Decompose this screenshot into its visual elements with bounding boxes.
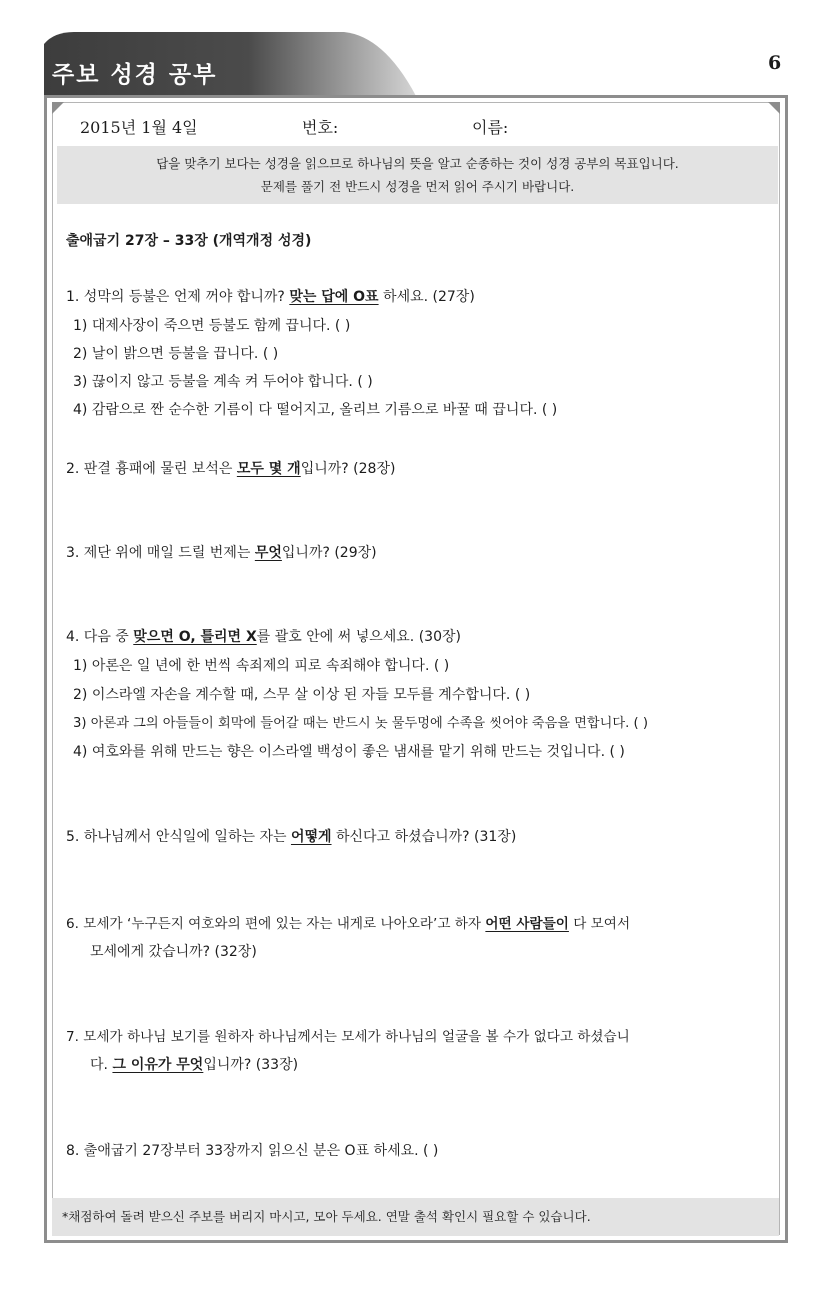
question-text: 다. bbox=[90, 1057, 113, 1073]
question-emphasis: 어떻게 bbox=[290, 829, 332, 845]
frame-corner-ornament bbox=[52, 102, 64, 114]
notice-line: 문제를 풀기 전 반드시 성경을 먼저 읽어 주시기 바랍니다. bbox=[260, 179, 575, 194]
question-text: 3. 제단 위에 매일 드릴 번제는 bbox=[66, 545, 255, 561]
question-text: 5. 하나님께서 안식일에 일하는 자는 bbox=[66, 829, 291, 845]
question-3 bbox=[66, 542, 377, 562]
question-text: 입니까? (29장) bbox=[281, 545, 377, 561]
question-2 bbox=[66, 458, 395, 478]
question-6 bbox=[66, 912, 630, 932]
notice-box bbox=[57, 146, 778, 204]
question-emphasis: 맞는 답에 O표 bbox=[289, 289, 379, 305]
notice-line: 답을 맞추기 보다는 성경을 읽으므로 하나님의 뜻을 알고 순종하는 것이 성경 공부의 목표입니다. bbox=[156, 156, 679, 171]
q1-option: 4) 감람으로 짠 순수한 기름이 다 떨어지고, 올리브 기름으로 바꿀 때 끕니다. ( ) bbox=[73, 402, 558, 418]
question-text: 다 모여서 bbox=[568, 916, 631, 932]
q4-option: 1) 아론은 일 년에 한 번씩 속죄제의 피로 속죄해야 합니다. ( ) bbox=[73, 658, 450, 674]
question-text: 1. 성막의 등불은 언제 꺼야 합니까? bbox=[66, 289, 290, 305]
question-6-continued: 모세에게 갔습니까? (32장) bbox=[90, 944, 257, 960]
question-emphasis: 맞으면 O, 틀리면 X bbox=[133, 629, 257, 645]
question-7: 7. 모세가 하나님 보기를 원하자 하나님께서는 모세가 하나님의 얼굴을 볼 수가 없다고 하셨습니 bbox=[66, 1029, 630, 1045]
question-emphasis: 그 이유가 무엇 bbox=[112, 1057, 204, 1073]
question-text: 2. 판결 흉패에 물린 보석은 bbox=[66, 461, 237, 477]
date: 2015년 1월 4일 bbox=[80, 118, 198, 137]
question-text: 입니까? (33장) bbox=[203, 1057, 299, 1073]
question-8: 8. 출애굽기 27장부터 33장까지 읽으신 분은 O표 하세요. ( ) bbox=[66, 1143, 439, 1159]
question-text: 입니까? (28장) bbox=[300, 461, 396, 477]
question-emphasis: 모두 몇 개 bbox=[236, 461, 301, 477]
header-title: 주보 성경 공부 bbox=[52, 62, 218, 88]
q4-option: 4) 여호와를 위해 만드는 향은 이스라엘 백성이 좋은 냄새를 맡기 위해 만드는 것입니다. ( ) bbox=[73, 744, 625, 760]
footer-note: *채점하여 돌려 받으신 주보를 버리지 마시고, 모아 두세요. 연말 출석 확인시 필요할 수 있습니다. bbox=[52, 1198, 779, 1236]
q1-option: 2) 날이 밝으면 등불을 끕니다. ( ) bbox=[73, 346, 279, 362]
frame-corner-ornament bbox=[768, 102, 780, 114]
name-label: 이름: bbox=[472, 118, 509, 137]
q4-option: 3) 아론과 그의 아들들이 회막에 들어갈 때는 반드시 놋 물두멍에 수족을 씻어야 죽음을 면합니다. ( ) bbox=[73, 716, 648, 731]
q1-option: 1) 대제사장이 죽으면 등불도 함께 끕니다. ( ) bbox=[73, 318, 351, 334]
section-title: 출애굽기 27장 – 33장 (개역개정 성경) bbox=[66, 233, 312, 249]
question-1 bbox=[66, 286, 475, 306]
question-4 bbox=[66, 626, 461, 646]
number-label: 번호: bbox=[302, 118, 339, 137]
question-text: 4. 다음 중 bbox=[66, 629, 134, 645]
question-7-continued bbox=[90, 1054, 298, 1074]
q4-option: 2) 이스라엘 자손을 계수할 때, 스무 살 이상 된 자들 모두를 계수합니다. ( ) bbox=[73, 687, 531, 703]
page-number: 6 bbox=[768, 52, 782, 74]
question-emphasis: 어떤 사람들이 bbox=[485, 916, 569, 932]
question-emphasis: 무엇 bbox=[254, 545, 282, 561]
question-text: 하세요. (27장) bbox=[378, 289, 475, 305]
question-text: 6. 모세가 ‘누구든지 여호와의 편에 있는 자는 내게로 나아오라’고 하자 bbox=[66, 916, 486, 932]
question-text: 를 괄호 안에 써 넣으세요. (30장) bbox=[256, 629, 461, 645]
question-5 bbox=[66, 826, 516, 846]
question-text: 하신다고 하셨습니까? (31장) bbox=[331, 829, 517, 845]
q1-option: 3) 끊이지 않고 등불을 계속 켜 두어야 합니다. ( ) bbox=[73, 374, 373, 390]
